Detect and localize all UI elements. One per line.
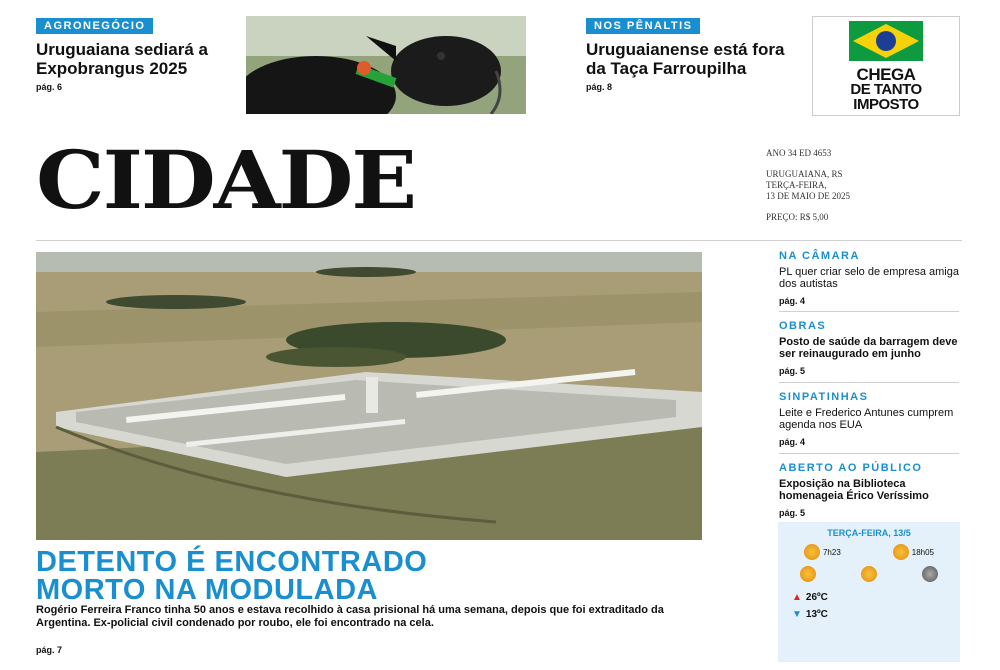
sidebar-page-ref: pág. 5 xyxy=(779,366,806,376)
divider xyxy=(779,311,959,312)
temp-max-value: 26ºC xyxy=(805,592,828,603)
thermometer-hot-icon: ▲ xyxy=(792,592,802,603)
teaser-page-ref: pág. 8 xyxy=(586,82,613,92)
weather-day: TERÇA-FEIRA, 13/5 xyxy=(827,528,911,538)
temp-min-value: 13ºC xyxy=(805,609,828,620)
teaser-headline[interactable]: Uruguaiana sediará a Expobrangus 2025 xyxy=(36,40,208,78)
teaser-page-ref: pág. 6 xyxy=(36,82,63,92)
sidebar-story-exposicao[interactable] xyxy=(779,462,959,518)
divider xyxy=(36,240,962,241)
sidebar-title[interactable]: Posto de saúde da barragem deve ser reinaugurado em junho xyxy=(779,336,958,360)
sunrise-time: 7h23 xyxy=(822,547,841,557)
masthead-title[interactable]: CIDADE xyxy=(36,133,415,227)
teaser-headline[interactable]: Uruguaianense está fora da Taça Farroupilha xyxy=(586,40,785,78)
sidebar-kicker: OBRAS xyxy=(779,320,827,332)
sidebar-kicker: NA CÂMARA xyxy=(779,250,860,262)
main-headline-line-1: DETENTO É ENCONTRADO xyxy=(36,546,428,578)
sidebar-story-camara[interactable] xyxy=(779,250,959,306)
teaser-kicker: AGRONEGÓCIO xyxy=(36,18,153,34)
sidebar-page-ref: pág. 4 xyxy=(779,437,806,447)
afternoon-forecast xyxy=(861,566,877,582)
sidebar-page-ref: pág. 5 xyxy=(779,508,806,518)
night-forecast xyxy=(922,566,938,582)
sidebar-story-sinpatinhas[interactable] xyxy=(779,391,959,447)
sunset-time: 18h05 xyxy=(911,547,934,557)
sunrise-icon xyxy=(804,544,820,560)
main-page-ref: pág. 7 xyxy=(36,645,63,655)
sidebar-story-obras[interactable] xyxy=(779,320,959,376)
main-headline[interactable] xyxy=(36,548,716,604)
sidebar-kicker: SINPATINHAS xyxy=(779,391,869,403)
sidebar-page-ref: pág. 4 xyxy=(779,296,806,306)
tax-ad[interactable] xyxy=(812,16,960,116)
weather-box[interactable] xyxy=(778,522,960,662)
edition-price: PREÇO: R$ 5,00 xyxy=(766,212,829,222)
edition-info xyxy=(766,148,966,223)
teaser-agronegocio[interactable] xyxy=(36,16,236,92)
sidebar-kicker: ABERTO AO PÚBLICO xyxy=(779,462,923,474)
divider xyxy=(779,453,959,454)
sidebar-title[interactable]: Leite e Frederico Antunes cumprem agenda nos EUA xyxy=(779,407,954,431)
ad-line-1: CHEGA xyxy=(856,65,916,84)
temp-min xyxy=(792,609,828,620)
divider xyxy=(779,382,959,383)
morning-forecast xyxy=(800,566,816,582)
main-lead: Rogério Ferreira Franco tinha 50 anos e estava recolhido à casa prisional há uma semana, depois que foi extraditado da Argentina. Ex-policial civil condenado por roubo, ele foi encontrado na cela. xyxy=(36,604,664,629)
ad-line-3: IMPOSTO xyxy=(853,96,919,113)
sun-icon xyxy=(861,566,877,582)
edition-date: 13 DE MAIO DE 2025 xyxy=(766,191,850,201)
edition-city: URUGUAIANA, RS xyxy=(766,169,843,179)
ad-line-2: DE TANTO xyxy=(850,81,922,98)
masthead xyxy=(36,130,746,230)
teaser-kicker: NOS PÊNALTIS xyxy=(586,18,700,34)
prison-aerial-photo[interactable] xyxy=(36,252,702,540)
edition-number: ANO 34 ED 4653 xyxy=(766,148,832,158)
thermometer-cold-icon: ▼ xyxy=(792,609,802,620)
sidebar-title[interactable]: PL quer criar selo de empresa amiga dos autistas xyxy=(779,266,959,290)
edition-weekday: TERÇA-FEIRA, xyxy=(766,180,827,190)
sunset-icon xyxy=(893,544,909,560)
teaser-penaltis[interactable] xyxy=(586,16,796,92)
cow-photo xyxy=(246,16,526,114)
main-headline-line-2: MORTO NA MODULADA xyxy=(36,574,378,606)
moon-icon xyxy=(922,566,938,582)
sidebar-title[interactable]: Exposição na Biblioteca homenageia Érico Veríssimo xyxy=(779,478,929,502)
temp-max xyxy=(792,592,828,603)
brazil-flag-icon xyxy=(849,21,923,61)
sun-icon xyxy=(800,566,816,582)
